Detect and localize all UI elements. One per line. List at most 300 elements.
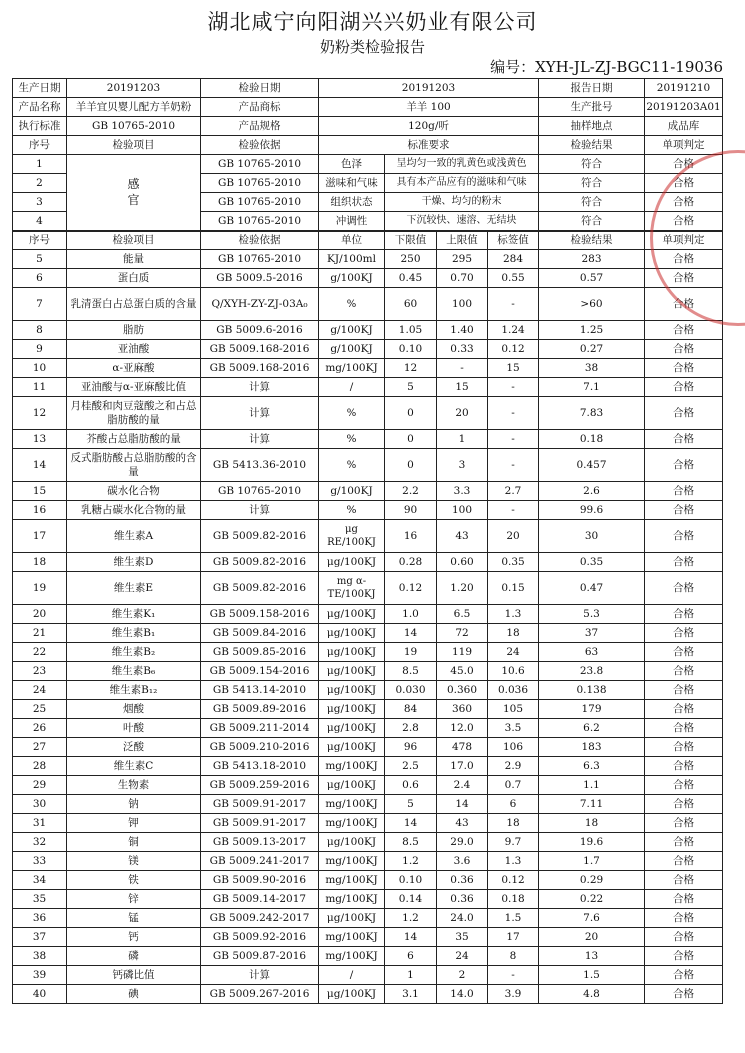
item-row [13,947,723,966]
row-number: 36 [13,909,67,928]
unit: μg/100KJ [319,624,385,643]
batch-label: 生产批号 [539,98,645,117]
brand-value: 羊羊 100 [319,98,539,117]
verdict: 合格 [645,852,723,871]
item-row [13,482,723,501]
verdict: 合格 [645,966,723,985]
test-item: 锌 [67,890,201,909]
standard-value: GB 10765-2010 [67,117,201,136]
label-value: 0.12 [488,871,539,890]
item-row [13,681,723,700]
unit: μg/100KJ [319,833,385,852]
test-item: 维生素K₁ [67,605,201,624]
test-basis: GB 5009.168-2016 [201,340,319,359]
brand-label: 产品商标 [201,98,319,117]
test-item: 泛酸 [67,738,201,757]
test-basis: GB 5009.87-2016 [201,947,319,966]
row-number: 8 [13,321,67,340]
test-item: 维生素D [67,553,201,572]
row-number: 5 [13,250,67,269]
row-number: 9 [13,340,67,359]
lower-limit: 0 [385,449,437,482]
row-number: 25 [13,700,67,719]
test-result: 0.47 [539,572,645,605]
test-result: 6.2 [539,719,645,738]
verdict: 合格 [645,193,723,212]
label-value: 1.24 [488,321,539,340]
upper-limit: 35 [437,928,488,947]
upper-limit: 1 [437,430,488,449]
test-item: 钠 [67,795,201,814]
upper-limit: 3.6 [437,852,488,871]
lower-limit: 14 [385,814,437,833]
test-basis: GB 5009.84-2016 [201,624,319,643]
label-value: 0.036 [488,681,539,700]
test-item: 碳水化合物 [67,482,201,501]
label-value: 17 [488,928,539,947]
test-basis: 计算 [201,397,319,430]
item-row [13,501,723,520]
upper-limit: 14.0 [437,985,488,1004]
label-value: 8 [488,947,539,966]
info-row-2 [13,98,723,117]
test-item: 维生素B₆ [67,662,201,681]
verdict: 合格 [645,814,723,833]
test-basis: GB 5413.36-2010 [201,449,319,482]
row-number: 4 [13,212,67,231]
test-basis: 计算 [201,966,319,985]
sensory-requirement: 下沉较快、速溶、无结块 [385,212,539,231]
test-item: 乳清蛋白占总蛋白质的含量 [67,288,201,321]
label-value: 1.3 [488,852,539,871]
header-cell: 检验项目 [67,231,201,250]
test-result: 7.6 [539,909,645,928]
test-result: 0.18 [539,430,645,449]
row-number: 3 [13,193,67,212]
test-basis: GB 10765-2010 [201,212,319,231]
header-cell: 标准要求 [319,136,539,155]
row-number: 37 [13,928,67,947]
test-basis: GB 5009.91-2017 [201,795,319,814]
test-item: 亚油酸 [67,340,201,359]
row-number: 38 [13,947,67,966]
unit: g/100KJ [319,321,385,340]
label-value: 15 [488,359,539,378]
test-result: 19.6 [539,833,645,852]
upper-limit: 3 [437,449,488,482]
item-row [13,985,723,1004]
lower-limit: 12 [385,359,437,378]
verdict: 合格 [645,501,723,520]
item-row [13,966,723,985]
lower-limit: 0.28 [385,553,437,572]
lower-limit: 14 [385,928,437,947]
item-row [13,321,723,340]
verdict: 合格 [645,662,723,681]
report-date-label: 报告日期 [539,79,645,98]
test-basis: GB 5009.6-2016 [201,321,319,340]
lower-limit: 0.12 [385,572,437,605]
row-number: 20 [13,605,67,624]
unit: / [319,966,385,985]
test-basis: GB 10765-2010 [201,250,319,269]
test-basis: GB 5009.168-2016 [201,359,319,378]
sensory-group-label: 感 官 [67,155,201,231]
label-value: 106 [488,738,539,757]
batch-value: 20191203A01 [645,98,723,117]
test-basis: GB 5009.259-2016 [201,776,319,795]
verdict: 合格 [645,397,723,430]
report-title: 奶粉类检验报告 [319,38,425,56]
item-row [13,378,723,397]
unit: μg/100KJ [319,643,385,662]
row-number: 34 [13,871,67,890]
unit: mg/100KJ [319,871,385,890]
item-row [13,738,723,757]
test-item: 维生素A [67,520,201,553]
upper-limit: 0.360 [437,681,488,700]
unit: mg/100KJ [319,757,385,776]
test-item: 碘 [67,985,201,1004]
unit: mg/100KJ [319,947,385,966]
test-result: 符合 [539,193,645,212]
verdict: 合格 [645,174,723,193]
unit: μg/100KJ [319,662,385,681]
label-value: 1.5 [488,909,539,928]
item-row [13,520,723,553]
verdict: 合格 [645,947,723,966]
sensory-row [13,155,723,174]
verdict: 合格 [645,212,723,231]
label-value: 105 [488,700,539,719]
upper-limit: 12.0 [437,719,488,738]
item-row [13,928,723,947]
upper-limit: - [437,359,488,378]
test-basis: 计算 [201,430,319,449]
header-cell: 单位 [319,231,385,250]
lower-limit: 5 [385,795,437,814]
item-row [13,814,723,833]
label-value: - [488,966,539,985]
lower-limit: 0.10 [385,340,437,359]
lower-limit: 0 [385,397,437,430]
row-number: 30 [13,795,67,814]
verdict: 合格 [645,624,723,643]
unit: μg/100KJ [319,553,385,572]
test-result: 符合 [539,212,645,231]
test-basis: Q/XYH-ZY-ZJ-03A₀ [201,288,319,321]
header-cell: 检验结果 [539,136,645,155]
upper-limit: 295 [437,250,488,269]
test-item: 芥酸占总脂肪酸的量 [67,430,201,449]
sensory-attribute: 组织状态 [319,193,385,212]
upper-limit: 1.20 [437,572,488,605]
label-value: - [488,430,539,449]
test-result: 18 [539,814,645,833]
item-row [13,871,723,890]
document-number: 编号：XYH-JL-ZJ-BGC11-19036 [490,58,723,76]
test-basis: GB 5009.90-2016 [201,871,319,890]
item-row [13,909,723,928]
upper-limit: 24 [437,947,488,966]
lower-limit: 16 [385,520,437,553]
test-basis: GB 5009.154-2016 [201,662,319,681]
verdict: 合格 [645,928,723,947]
test-item: 能量 [67,250,201,269]
test-item: 镁 [67,852,201,871]
upper-limit: 1.40 [437,321,488,340]
upper-limit: 14 [437,795,488,814]
test-result: 0.35 [539,553,645,572]
header-cell: 上限值 [437,231,488,250]
test-date-value: 20191203 [319,79,539,98]
lower-limit: 14 [385,624,437,643]
unit: μg/100KJ [319,985,385,1004]
item-row [13,852,723,871]
test-result: 1.5 [539,966,645,985]
verdict: 合格 [645,572,723,605]
row-number: 17 [13,520,67,553]
test-item: 乳糖占碳水化合物的量 [67,501,201,520]
verdict: 合格 [645,520,723,553]
verdict: 合格 [645,155,723,174]
verdict: 合格 [645,776,723,795]
upper-limit: 2 [437,966,488,985]
test-result: 0.29 [539,871,645,890]
test-basis: GB 5009.267-2016 [201,985,319,1004]
verdict: 合格 [645,359,723,378]
test-result: 63 [539,643,645,662]
test-result: 30 [539,520,645,553]
row-number: 26 [13,719,67,738]
row-number: 1 [13,155,67,174]
prod-date-value: 20191203 [67,79,201,98]
test-item: 烟酸 [67,700,201,719]
verdict: 合格 [645,605,723,624]
lower-limit: 250 [385,250,437,269]
lower-limit: 3.1 [385,985,437,1004]
upper-limit: 0.33 [437,340,488,359]
upper-limit: 72 [437,624,488,643]
lower-limit: 2.5 [385,757,437,776]
unit: μg/100KJ [319,776,385,795]
test-basis: GB 10765-2010 [201,482,319,501]
unit: mg/100KJ [319,795,385,814]
header-cell: 检验结果 [539,231,645,250]
item-row [13,757,723,776]
item-row [13,553,723,572]
test-result: 7.11 [539,795,645,814]
label-value: - [488,397,539,430]
item-row [13,449,723,482]
unit: μg/100KJ [319,700,385,719]
test-result: 6.3 [539,757,645,776]
lower-limit: 19 [385,643,437,662]
test-item: 锰 [67,909,201,928]
label-value: 3.9 [488,985,539,1004]
upper-limit: 0.60 [437,553,488,572]
unit: % [319,288,385,321]
sample-place-label: 抽样地点 [539,117,645,136]
test-basis: GB 5009.13-2017 [201,833,319,852]
test-item: 脂肪 [67,321,201,340]
item-row [13,250,723,269]
header-cell: 序号 [13,231,67,250]
unit: mg/100KJ [319,928,385,947]
item-row [13,833,723,852]
header-cell: 单项判定 [645,231,723,250]
row-number: 29 [13,776,67,795]
test-basis: GB 5009.211-2014 [201,719,319,738]
upper-limit: 43 [437,520,488,553]
unit: μg/100KJ [319,681,385,700]
verdict: 合格 [645,757,723,776]
label-value: 2.7 [488,482,539,501]
test-basis: GB 5009.242-2017 [201,909,319,928]
items-header-row [13,231,723,250]
header-cell: 下限值 [385,231,437,250]
test-result: 1.1 [539,776,645,795]
verdict: 合格 [645,890,723,909]
lower-limit: 0.10 [385,871,437,890]
upper-limit: 360 [437,700,488,719]
test-basis: 计算 [201,378,319,397]
unit: % [319,501,385,520]
row-number: 40 [13,985,67,1004]
label-value: - [488,378,539,397]
test-result: 0.22 [539,890,645,909]
row-number: 11 [13,378,67,397]
upper-limit: 100 [437,288,488,321]
unit: % [319,430,385,449]
test-basis: 计算 [201,501,319,520]
lower-limit: 90 [385,501,437,520]
verdict: 合格 [645,250,723,269]
test-result: 符合 [539,174,645,193]
test-item: 钾 [67,814,201,833]
row-number: 15 [13,482,67,501]
lower-limit: 1.05 [385,321,437,340]
verdict: 合格 [645,871,723,890]
row-number: 6 [13,269,67,288]
upper-limit: 15 [437,378,488,397]
verdict: 合格 [645,643,723,662]
item-row [13,719,723,738]
label-value: 20 [488,520,539,553]
lower-limit: 2.8 [385,719,437,738]
row-number: 31 [13,814,67,833]
test-basis: GB 5009.82-2016 [201,572,319,605]
unit: μg/100KJ [319,909,385,928]
verdict: 合格 [645,681,723,700]
header-cell: 序号 [13,136,67,155]
test-result: 0.27 [539,340,645,359]
test-basis: GB 5009.14-2017 [201,890,319,909]
row-number: 28 [13,757,67,776]
upper-limit: 100 [437,501,488,520]
label-value: 0.18 [488,890,539,909]
unit: % [319,397,385,430]
row-number: 27 [13,738,67,757]
verdict: 合格 [645,738,723,757]
test-item: 维生素B₁₂ [67,681,201,700]
test-basis: GB 5009.92-2016 [201,928,319,947]
label-value: 3.5 [488,719,539,738]
upper-limit: 0.36 [437,871,488,890]
lower-limit: 5 [385,378,437,397]
sensory-attribute: 色泽 [319,155,385,174]
unit: mg/100KJ [319,852,385,871]
unit: μg/100KJ [319,738,385,757]
report-date-value: 20191210 [645,79,723,98]
test-item: 叶酸 [67,719,201,738]
test-result: 99.6 [539,501,645,520]
label-value: 0.12 [488,340,539,359]
test-result: 7.1 [539,378,645,397]
test-basis: GB 5009.91-2017 [201,814,319,833]
lower-limit: 2.2 [385,482,437,501]
verdict: 合格 [645,909,723,928]
row-number: 21 [13,624,67,643]
lower-limit: 0.030 [385,681,437,700]
test-basis: GB 5009.85-2016 [201,643,319,662]
row-number: 10 [13,359,67,378]
test-result: 183 [539,738,645,757]
test-result: 38 [539,359,645,378]
product-name-value: 羊羊宜贝婴儿配方羊奶粉 [67,98,201,117]
test-result: 37 [539,624,645,643]
upper-limit: 0.70 [437,269,488,288]
sensory-requirement: 呈均匀一致的乳黄色或浅黄色 [385,155,539,174]
test-item: 生物素 [67,776,201,795]
label-value: - [488,501,539,520]
lower-limit: 0.14 [385,890,437,909]
test-result: 4.8 [539,985,645,1004]
row-number: 13 [13,430,67,449]
unit: g/100KJ [319,340,385,359]
test-basis: GB 5009.89-2016 [201,700,319,719]
row-number: 2 [13,174,67,193]
upper-limit: 6.5 [437,605,488,624]
test-item: 亚油酸与α-亚麻酸比值 [67,378,201,397]
unit: μg/100KJ [319,719,385,738]
test-result: 1.7 [539,852,645,871]
test-result: 1.25 [539,321,645,340]
verdict: 合格 [645,719,723,738]
lower-limit: 84 [385,700,437,719]
label-value: 1.3 [488,605,539,624]
header-cell: 检验依据 [201,231,319,250]
label-value: 0.55 [488,269,539,288]
spec-value: 120g/听 [319,117,539,136]
lower-limit: 6 [385,947,437,966]
item-row [13,662,723,681]
label-value: 18 [488,624,539,643]
item-row [13,572,723,605]
sample-place-value: 成品库 [645,117,723,136]
row-number: 7 [13,288,67,321]
sensory-attribute: 滋味和气味 [319,174,385,193]
spec-label: 产品规格 [201,117,319,136]
test-basis: GB 5413.18-2010 [201,757,319,776]
test-result: 7.83 [539,397,645,430]
verdict: 合格 [645,321,723,340]
item-row [13,700,723,719]
test-basis: GB 5009.210-2016 [201,738,319,757]
label-value: 2.9 [488,757,539,776]
test-basis: GB 10765-2010 [201,193,319,212]
row-number: 14 [13,449,67,482]
